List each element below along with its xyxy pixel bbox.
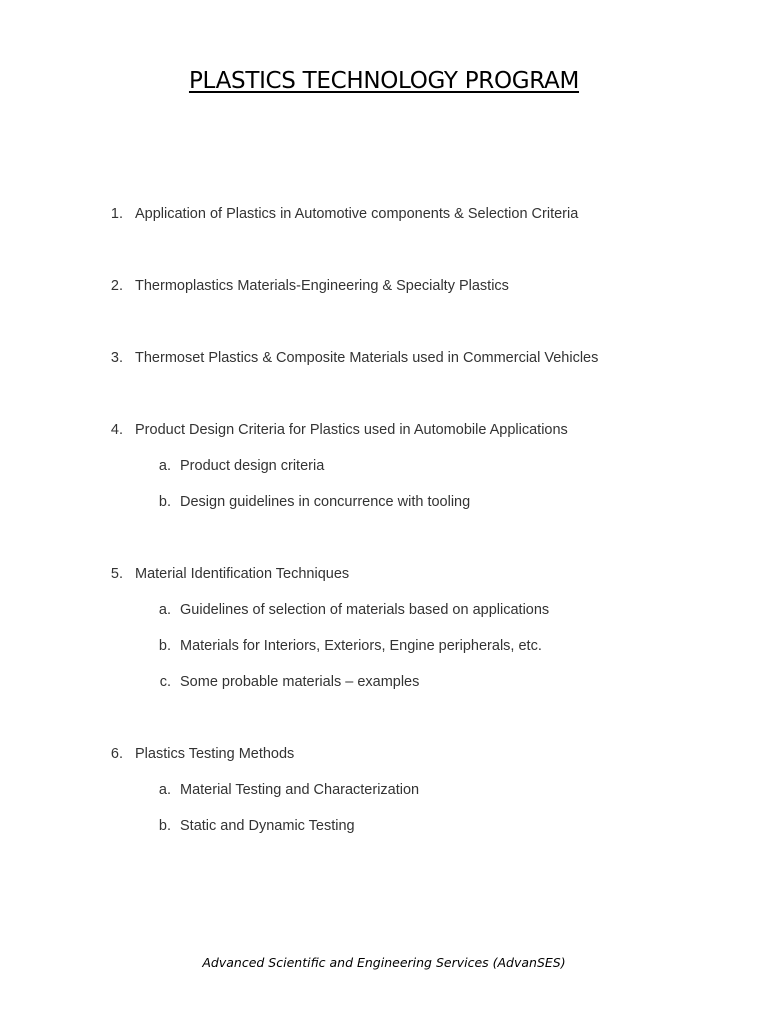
list-item-number: 6.	[110, 746, 123, 762]
sub-item-text: Static and Dynamic Testing	[180, 818, 355, 834]
sub-item-letter: b.	[158, 818, 171, 834]
sub-item-letter: c.	[159, 674, 171, 690]
list-item-number: 3.	[110, 350, 123, 366]
sub-item-text: Design guidelines in concurrence with tooling	[180, 494, 471, 510]
list-item-text: Application of Plastics in Automotive components & Selection Criteria	[135, 206, 579, 222]
list-item-number: 1.	[110, 206, 123, 222]
sub-item-letter: a.	[158, 602, 171, 618]
sub-item-text: Guidelines of selection of materials based on applications	[180, 602, 550, 618]
document-footer: Advanced Scientific and Engineering Services (AdvanSES)	[202, 955, 566, 970]
list-item-number: 2.	[110, 278, 123, 294]
sub-item-letter: a.	[158, 782, 171, 798]
sub-item-text: Product design criteria	[180, 458, 325, 474]
sub-item-letter: b.	[158, 638, 171, 654]
list-item-text: Thermoset Plastics & Composite Materials used in Commercial Vehicles	[135, 350, 599, 366]
list-item-text: Product Design Criteria for Plastics used in Automobile Applications	[135, 422, 568, 438]
list-item-text: Thermoplastics Materials-Engineering & Specialty Plastics	[135, 278, 509, 294]
sub-item-letter: b.	[158, 494, 171, 510]
document-title: PLASTICS TECHNOLOGY PROGRAM	[188, 68, 580, 94]
list-item-number: 5.	[110, 566, 123, 582]
sub-item-text: Material Testing and Characterization	[180, 782, 420, 798]
sub-item-letter: a.	[158, 458, 171, 474]
sub-item-text: Some probable materials – examples	[180, 674, 420, 690]
list-item-text: Material Identification Techniques	[135, 566, 350, 582]
list-item-number: 4.	[110, 422, 123, 438]
list-item-text: Plastics Testing Methods	[135, 746, 295, 762]
sub-item-text: Materials for Interiors, Exteriors, Engine peripherals, etc.	[180, 638, 542, 654]
